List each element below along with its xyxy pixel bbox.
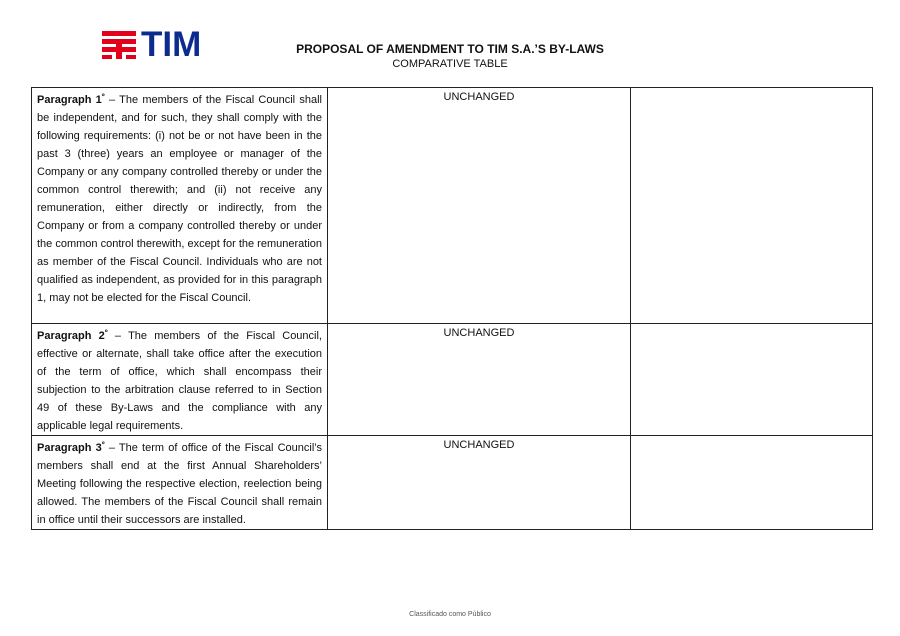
paragraph-text: – The members of the Fiscal Council shall be independent, and for such, they shall comply with the following requirements: (i) not be or not have been in the past 3 (three) years an employee or manager of the Company or any company controlled thereby or under the common control therewith; and (ii) not receive any remuneration, either directly or indirectly, from the Company or from a company controlled thereby or under the common control therewith, except for the remuneration as member of the Fiscal Council. Individuals who are not qualified as independent, as provided for in this paragraph 1, may not be elected for the Fiscal Council. (37, 94, 322, 304)
document-subtitle: COMPARATIVE TABLE (392, 58, 508, 70)
current-text-cell (32, 324, 328, 436)
paragraph-label: Paragraph $1^º$ (37, 92, 105, 106)
table-row (32, 324, 873, 436)
notes-cell (631, 88, 873, 324)
status-text: UNCHANGED (443, 91, 515, 103)
paragraph-text: – The members of the Fiscal Council, effective or alternate, shall take office after the execution of the term of office, which shall encompass their subjection to the arbitration clause referred to in Section 49 of these By-Laws and the compliance with any applicable legal requirements. (37, 330, 322, 432)
proposal-cell (328, 324, 631, 436)
paragraph-label: Paragraph $2^º$ (37, 328, 108, 342)
notes-cell (631, 324, 873, 436)
current-text-cell (32, 436, 328, 530)
table-row (32, 88, 873, 324)
notes-cell (631, 436, 873, 530)
status-text: UNCHANGED (443, 327, 515, 339)
table-row (32, 436, 873, 530)
paragraph-label: Paragraph $3^º$ (37, 440, 105, 454)
classification-footer: Classificado como Público (409, 611, 491, 618)
document-title: PROPOSAL OF AMENDMENT TO TIM S.A.’S BY-LAWS (296, 42, 604, 56)
proposal-cell (328, 88, 631, 324)
paragraph-text: – The term of office of the Fiscal Council’s members shall end at the first Annual Shareholders’ Meeting following the respective election, reelection being allowed. The members of the Fiscal Council shall remain in office until their successors are installed. (37, 442, 323, 526)
proposal-cell (328, 436, 631, 530)
brand-name: TIM (141, 25, 202, 64)
status-text: UNCHANGED (443, 439, 515, 451)
current-text-cell (32, 88, 328, 324)
comparative-table (31, 87, 873, 530)
